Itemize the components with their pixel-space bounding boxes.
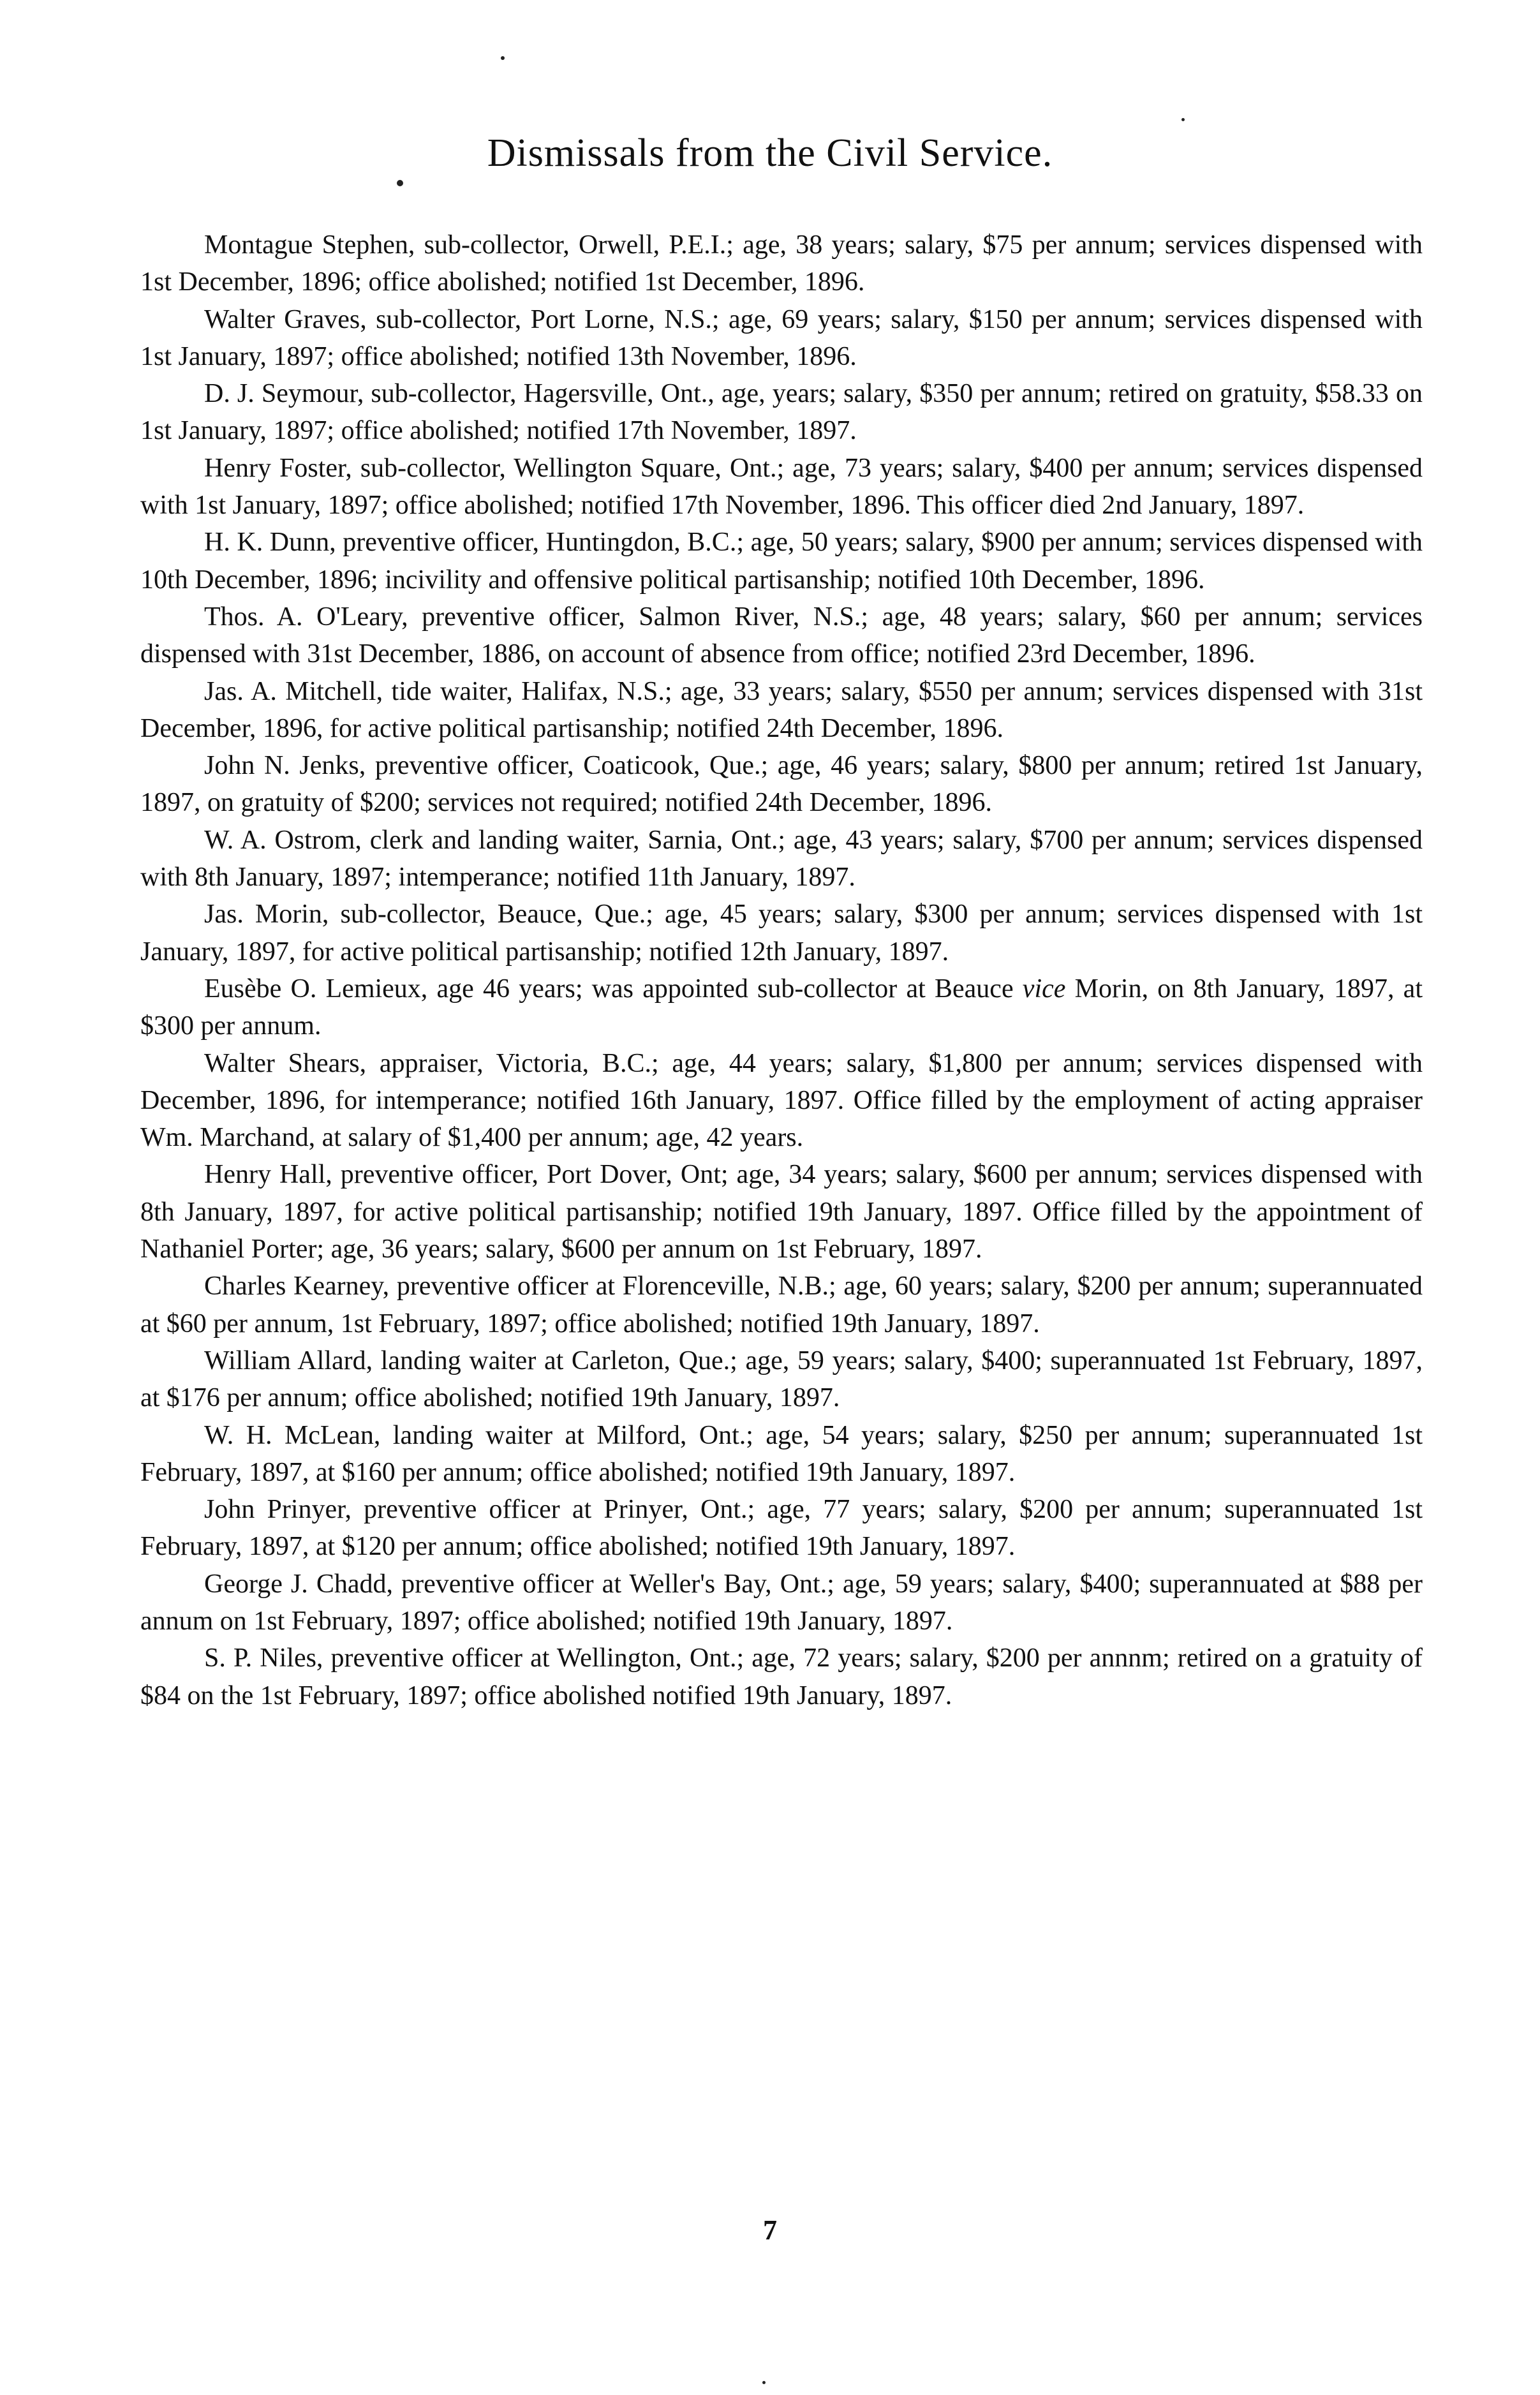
entry-walter-shears: Walter Shears, appraiser, Victoria, B.C.; age, 44 years; salary, $1,800 per annum; services dispensed with December, 1896, for intemperance; notified 16th January, 1897. Office filled by the employment of acting appraiser Wm. Marchand, at salary of $1,400 per annum; age, 42 years. — [140, 1048, 1423, 1153]
entry-thos-a-oleary: Thos. A. O'Leary, preventive officer, Salmon River, N.S.; age, 48 years; salary, $60 per annum; services dispensed with 31st December, 1886, on account of absence from office; notified 23rd December, 1896. — [140, 602, 1423, 669]
lemieux-italic-vice: vice — [1022, 974, 1066, 1004]
entry-henry-hall: Henry Hall, preventive officer, Port Dover, Ont; age, 34 years; salary, $600 per annum; services dispensed with 8th January, 1897, for active political partisanship; notified 19th January, 1897. Office filled by the appointment of Nathaniel Porter; age, 36 years; salary, $600 per annum on 1st February, 1897. — [140, 1160, 1423, 1264]
ink-speck — [1181, 118, 1185, 121]
entry-montague-stephen: Montague Stephen, sub-collector, Orwell, P.E.I.; age, 38 years; salary, $75 per annum; services dispensed with 1st December, 1896; office abolished; notified 1st December, 1896. — [140, 230, 1423, 297]
entry-d-j-seymour: D. J. Seymour, sub-collector, Hagersville, Ont., age, years; salary, $350 per annum; retired on gratuity, $58.33 on 1st January, 1897; office abolished; notified 17th November, 1897. — [140, 379, 1423, 446]
entry-charles-kearney: Charles Kearney, preventive officer at Florenceville, N.B.; age, 60 years; salary, $200 per annum; superannuated at $60 per annum, 1st February, 1897; office abolished; notified 19th January, 1897. — [140, 1272, 1423, 1338]
entry-jas-morin: Jas. Morin, sub-collector, Beauce, Que.; age, 45 years; salary, $300 per annum; services dispensed with 1st January, 1897, for active political partisanship; notified 12th January, 1897. — [140, 900, 1423, 967]
entry-h-k-dunn: H. K. Dunn, preventive officer, Huntingdon, B.C.; age, 50 years; salary, $900 per annum; services dispensed with 10th December, 1896; incivility and offensive political partisanship; notified 10th December, 1896. — [140, 528, 1423, 595]
entry-william-allard: William Allard, landing waiter at Carleton, Que.; age, 59 years; salary, $400; superannuated 1st February, 1897, at $176 per annum; office abolished; notified 19th January, 1897. — [140, 1346, 1423, 1413]
entry-eusebe-o-lemieux — [140, 970, 1423, 1045]
lemieux-text-after: Morin, on 8th January, 1897, at $300 per annum. — [140, 974, 1423, 1041]
ink-speck — [501, 56, 505, 60]
entry-w-a-ostrom: W. A. Ostrom, clerk and landing waiter, Sarnia, Ont.; age, 43 years; salary, $700 per annum; services dispensed with 8th January, 1897; intemperance; notified 11th January, 1897. — [140, 825, 1423, 893]
entry-john-n-jenks: John N. Jenks, preventive officer, Coaticook, Que.; age, 46 years; salary, $800 per annum; retired 1st January, 1897, on gratuity of $200; services not required; notified 24th December, 1896. — [140, 751, 1423, 818]
entry-walter-graves: Walter Graves, sub-collector, Port Lorne, N.S.; age, 69 years; salary, $150 per annum; services dispensed with 1st January, 1897; office abolished; notified 13th November, 1896. — [140, 304, 1423, 371]
ink-speck — [397, 180, 403, 186]
dismissal-list — [140, 226, 1423, 1714]
entry-george-j-chadd: George J. Chadd, preventive officer at Weller's Bay, Ont.; age, 59 years; salary, $400; superannuated at $88 per annum on 1st February, 1897; office abolished; notified 19th January, 1897. — [140, 1569, 1423, 1636]
entry-jas-a-mitchell: Jas. A. Mitchell, tide waiter, Halifax, N.S.; age, 33 years; salary, $550 per annum; services dispensed with 31st December, 1896, for active political partisanship; notified 24th December, 1896. — [140, 676, 1423, 743]
page-number: 7 — [763, 2214, 777, 2246]
lemieux-text-before: Eusèbe O. Lemieux, age 46 years; was appointed sub-collector at Beauce — [204, 974, 1023, 1004]
entry-s-p-niles: S. P. Niles, preventive officer at Wellington, Ont.; age, 72 years; salary, $200 per annnm; retired on a gratuity of $84 on the 1st February, 1897; office abolished notified 19th January, 1897. — [140, 1643, 1423, 1710]
page-title: Dismissals from the Civil Service. — [487, 131, 1053, 175]
entry-john-prinyer: John Prinyer, preventive officer at Prinyer, Ont.; age, 77 years; salary, $200 per annum; superannuated 1st February, 1897, at $120 per annum; office abolished; notified 19th January, 1897. — [140, 1495, 1423, 1562]
ink-speck — [762, 2381, 766, 2384]
entry-w-h-mclean: W. H. McLean, landing waiter at Milford, Ont.; age, 54 years; salary, $250 per annum; superannuated 1st February, 1897, at $160 per annum; office abolished; notified 19th January, 1897. — [140, 1420, 1423, 1487]
entry-henry-foster: Henry Foster, sub-collector, Wellington Square, Ont.; age, 73 years; salary, $400 per annum; services dispensed with 1st January, 1897; office abolished; notified 17th November, 1896. This officer died 2nd January, 1897. — [140, 453, 1423, 521]
